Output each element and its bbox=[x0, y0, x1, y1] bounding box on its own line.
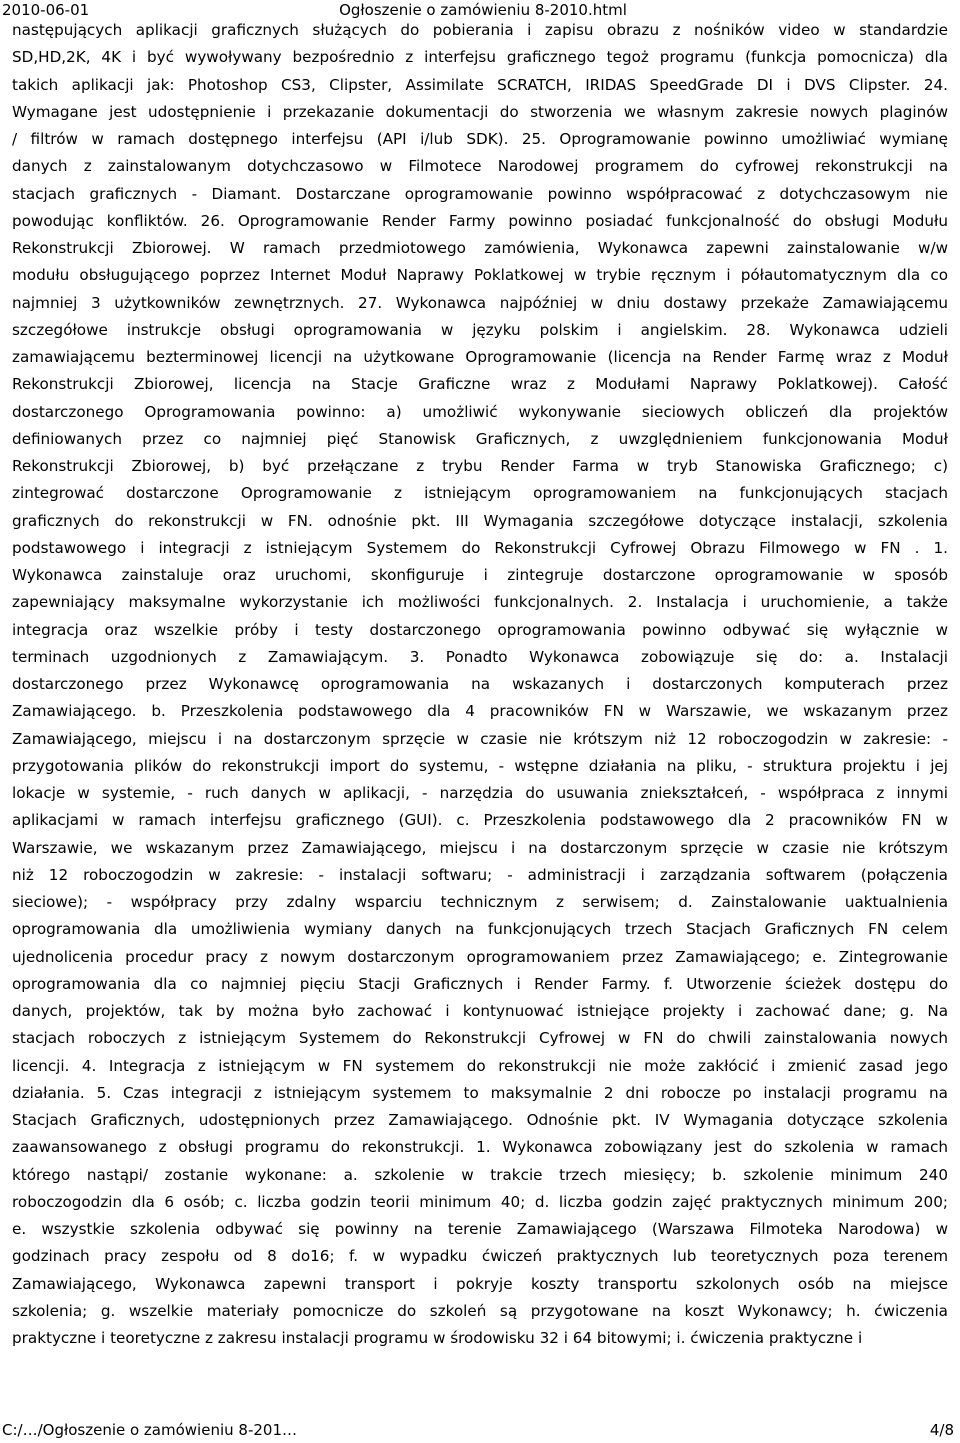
text-line: niż 12 roboczogodzin w zakresie: - instalacji softwaru; - administracji i zarządzania softwarem (połączenia bbox=[12, 865, 948, 884]
text-line: sieciowe); - współpracy przy zdalny wsparciu technicznym z serwisem; d. Zainstalowanie uaktualnienia bbox=[12, 893, 948, 911]
text-line: zaawansowanego z obsługi programu do rekonstrukcji. 1. Wykonawca zobowiązany jest do szkolenia w ramach bbox=[12, 1138, 948, 1157]
text-line: licencji. 4. Integracja z istniejącym w FN systemem do rekonstrukcji nie może zakłócić i zmienić zasad jego bbox=[12, 1056, 948, 1075]
text-line: integracja oraz wszelkie próby i testy dostarczonego oprogramowania powinno odbywać się wyłącznie w bbox=[12, 620, 948, 639]
text-line: Rekonstrukcji Zbiorowej. W ramach przedmiotowego zamówienia, Wykonawca zapewni zainstalowanie w/w bbox=[12, 239, 948, 257]
text-line: danych, projektów, tak by można było zachować i kontynuować istniejące projekty i zachować dane; g. Na bbox=[12, 1002, 948, 1020]
text-line: Wymagane jest udostępnienie i przekazanie dokumentacji do stworzenia we własnym zakresie nowych plaginów bbox=[12, 102, 948, 121]
footer-page-number: 4/8 bbox=[929, 1421, 954, 1439]
text-line: zintegrować dostarczone Oprogramowanie z istniejącym oprogramowaniem na funkcjonujących stacjach bbox=[12, 484, 948, 503]
text-line: Rekonstrukcji Zbiorowej, b) być przełączane z trybu Render Farma w tryb Stanowiska Graficznego; c) bbox=[12, 457, 948, 475]
text-line: roboczogodzin dla 6 osób; c. liczba godzin teorii minimum 40; d. liczba godzin zajęć praktycznych minimum 200; bbox=[12, 1192, 948, 1211]
text-line: e. wszystkie szkolenia odbywać się powinny na terenie Zamawiającego (Warszawa Filmoteka Narodowa) w bbox=[12, 1220, 948, 1238]
text-line: godzinach pracy zespołu od 8 do16; f. w wypadku ćwiczeń praktycznych lub teoretycznych poza terenem bbox=[12, 1247, 948, 1266]
text-line: stacjach roboczych z istniejącym Systemem do Rekonstrukcji Cyfrowej w FN do chwili zainstalowania nowych bbox=[12, 1029, 948, 1048]
text-line: graficznych do rekonstrukcji w FN. odnośnie pkt. III Wymagania szczegółowe dotyczące instalacji, szkolenia bbox=[12, 511, 948, 530]
text-line: zamawiającemu bezterminowej licencji na użytkowane Oprogramowanie (licencja na Render Farmę wraz z Moduł bbox=[12, 348, 948, 366]
text-line: szkolenia; g. wszelkie materiały pomocnicze do szkoleń są przygotowane na koszt Wykonawcy; h. ćwiczenia bbox=[12, 1301, 948, 1320]
footer-file-path: C:/…/Ogłoszenie o zamówieniu 8-201… bbox=[2, 1421, 297, 1439]
text-line: Stacjach Graficznych, udostępnionych przez Zamawiającego. Odnośnie pkt. IV Wymagania dotyczące szkolenia bbox=[12, 1111, 948, 1129]
text-line: zapewniający maksymalne wykorzystanie ich możliwości funkcjonalnych. 2. Instalacja i uruchomienie, a także bbox=[12, 593, 948, 612]
text-line: modułu obsługującego poprzez Internet Moduł Naprawy Poklatkowej w trybie ręcznym i półautomatycznym dla co bbox=[12, 266, 948, 285]
text-line: którego nastąpi/ zostanie wykonane: a. szkolenie w trakcie trzech miesięcy; b. szkolenie minimum 240 bbox=[12, 1165, 948, 1184]
header-date: 2010-06-01 bbox=[2, 1, 90, 19]
text-line: działania. 5. Czas integracji z istniejącym systemem to maksymalnie 2 dni robocze po instalacji programu na bbox=[12, 1083, 948, 1102]
text-line: aplikacjami w ramach interfejsu graficznego (GUI). c. Przeszkolenia podstawowego dla 2 pracowników FN w bbox=[12, 811, 948, 830]
text-line: dostarczonego Oprogramowania powinno: a) umożliwić wykonywanie sieciowych obliczeń dla projektów bbox=[12, 402, 948, 421]
text-line: przygotowania plików do rekonstrukcji import do systemu, - wstępne działania na pliku, - struktura projektu i jej bbox=[12, 756, 948, 775]
text-line: dostarczonego przez Wykonawcę oprogramowania na wskazanych i dostarczonych komputerach przez bbox=[12, 675, 948, 693]
text-line: najmniej 3 użytkowników zewnętrznych. 27. Wykonawca najpóźniej w dniu dostawy przekaże Zamawiającemu bbox=[12, 293, 948, 312]
text-line: oprogramowania dla co najmniej pięciu Stacji Graficznych i Render Farmy. f. Utworzenie ścieżek dostępu do bbox=[12, 974, 948, 993]
text-line: / filtrów w ramach dostępnego interfejsu (API i/lub SDK). 25. Oprogramowanie powinno umożliwiać wymianę bbox=[12, 130, 948, 148]
page-footer bbox=[0, 1420, 960, 1443]
text-line: Warszawie, we wskazanym przez Zamawiającego, miejscu i na dostarczonym sprzęcie w czasie nie krótszym bbox=[12, 838, 948, 857]
text-line: szczegółowe instrukcje obsługi oprogramowania w języku polskim i angielskim. 28. Wykonawca udzieli bbox=[12, 320, 948, 339]
text-line: powodując konfliktów. 26. Oprogramowanie Render Farmy powinno posiadać funkcjonalność do obsługi Modułu bbox=[12, 211, 948, 230]
text-line: następujących aplikacji graficznych służących do pobierania i zapisu obrazu z nośników video w standardzie bbox=[12, 21, 948, 39]
text-line: lokacje w systemie, - ruch danych w aplikacji, - narzędzia do usuwania zniekształceń, - współpraca z innymi bbox=[12, 784, 948, 802]
text-line: Zamawiającego, miejscu i na dostarczonym sprzęcie w czasie nie krótszym niż 12 roboczogodzin w zakresie: - bbox=[12, 729, 948, 748]
document-body bbox=[12, 17, 948, 1352]
text-line: praktyczne i teoretyczne z zakresu instalacji programu w środowisku 32 i 64 bitowymi; i. ćwiczenia praktyczne i bbox=[12, 1329, 863, 1347]
text-line: ujednolicenia procedur pracy z nowym dostarczonym oprogramowaniem przez Zamawiającego; e. Zintegrowanie bbox=[12, 947, 948, 966]
text-line: Wykonawca zainstaluje oraz uruchomi, skonfiguruje i zintegruje dostarczone oprogramowanie w sposób bbox=[12, 566, 948, 584]
text-line: stacjach graficznych - Diamant. Dostarczane oprogramowanie powinno współpracować z dotychczasowym nie bbox=[12, 184, 948, 203]
text-line: podstawowego i integracji z istniejącym Systemem do Rekonstrukcji Cyfrowej Obrazu Filmowego w FN . 1. bbox=[12, 538, 948, 557]
text-line: Zamawiającego, Wykonawca zapewni transport i pokryje koszty transportu szkolonych osób na miejsce bbox=[12, 1274, 948, 1293]
text-line: SD,HD,2K, 4K i być wywoływany bezpośrednio z interfejsu graficznego tegoż programu (funkcja pomocnicza) dla bbox=[12, 48, 948, 67]
text-line: Zamawiającego. b. Przeszkolenia podstawowego dla 4 pracowników FN w Warszawie, we wskazanym przez bbox=[12, 702, 948, 721]
text-line: oprogramowania dla umożliwienia wymiany danych na funkcjonujących trzech Stacjach Graficznych FN celem bbox=[12, 920, 948, 939]
text-line: definiowanych przez co najmniej pięć Stanowisk Graficznych, z uwzględnieniem funkcjonowania Moduł bbox=[12, 429, 948, 448]
header-title: Ogłoszenie o zamówieniu 8-2010.html bbox=[339, 1, 627, 19]
text-line: takich aplikacji jak: Photoshop CS3, Clipster, Assimilate SCRATCH, IRIDAS SpeedGrade DI i DVS Clipster. 24. bbox=[12, 75, 948, 94]
text-line: Rekonstrukcji Zbiorowej, licencja na Stacje Graficzne wraz z Modułami Naprawy Poklatkowej). Całość bbox=[12, 375, 948, 394]
text-line: terminach uzgodnionych z Zamawiającym. 3. Ponadto Wykonawca zobowiązuje się do: a. Instalacji bbox=[12, 647, 948, 666]
text-line: danych z zainstalowanym dotychczasowo w Filmotece Narodowej programem do cyfrowej rekonstrukcji na bbox=[12, 157, 948, 176]
